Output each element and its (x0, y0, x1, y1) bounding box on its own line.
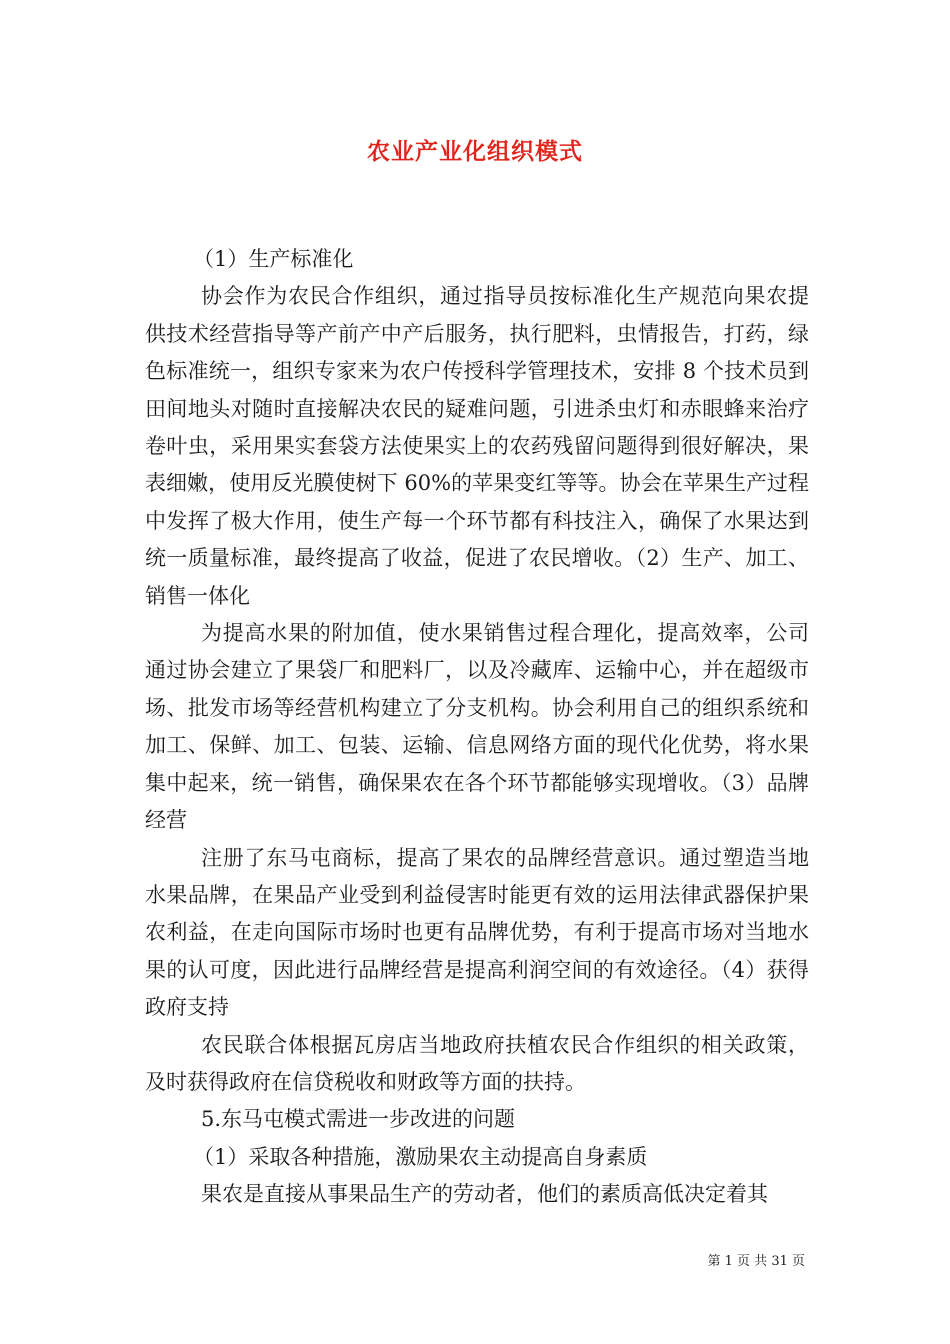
paragraph-brand: 注册了东马屯商标，提高了果农的品牌经营意识。通过塑造当地水果品牌，在果品产业受到利益侵害时能更有效的运用法律武器保护果农利益，在走向国际市场时也更有品牌优势，有利于提高市场对当地水果的认可度，因此进行品牌经营是提高利润空间的有效途径。（4）获得政府支持 (145, 845, 809, 1020)
section-heading-1: （1）生产标准化 (193, 247, 354, 271)
section-subheading-1: （1）采取各种措施，激励果农主动提高自身素质 (193, 1144, 648, 1169)
document-title: 农业产业化组织模式 (367, 138, 583, 165)
paragraph-farmer-quality: 果农是直接从事果品生产的劳动者，他们的素质高低决定着其 (201, 1182, 768, 1207)
paragraph-integration: 为提高水果的附加值，使水果销售过程合理化，提高效率，公司通过协会建立了果袋厂和肥料厂，以及冷藏库、运输中心，并在超级市场、批发市场等经营机构建立了分支机构。协会利用自己的组织系统和加工、保鲜、加工、包装、运输、信息网络方面的现代化优势，将水果集中起来，统一销售，确保果农在各个环节都能够实现增收。（3）品牌经营 (145, 621, 809, 833)
document-body (145, 241, 809, 1214)
page-number: 第 1 页 共 31 页 (707, 1254, 805, 1269)
paragraph-standardization: 协会作为农民合作组织，通过指导员按标准化生产规范向果农提供技术经营指导等产前产中产后服务，执行肥料，虫情报告，打药，绿色标准统一，组织专家来为农户传授科学管理技术，安排 8 个技术员到田间地头对随时直接解决农民的疑难问题，引进杀虫灯和赤眼蜂来治疗卷叶虫，采用果实套袋方法使果实上的农药残留问题得到很好解决，果表细嫩，使用反光膜使树下 60%的苹果变红等等。协会在苹果生产过程中发挥了极大作用，使生产每一个环节都有科技注入，确保了水果达到统一质量标准，最终提高了收益，促进了农民增收。（2）生产、加工、销售一体化 (145, 284, 809, 608)
section-heading-5: 5.东马屯模式需进一步改进的问题 (201, 1107, 516, 1132)
paragraph-government-support: 农民联合体根据瓦房店当地政府扶植农民合作组织的相关政策，及时获得政府在信贷税收和财政等方面的扶持。 (145, 1032, 809, 1094)
